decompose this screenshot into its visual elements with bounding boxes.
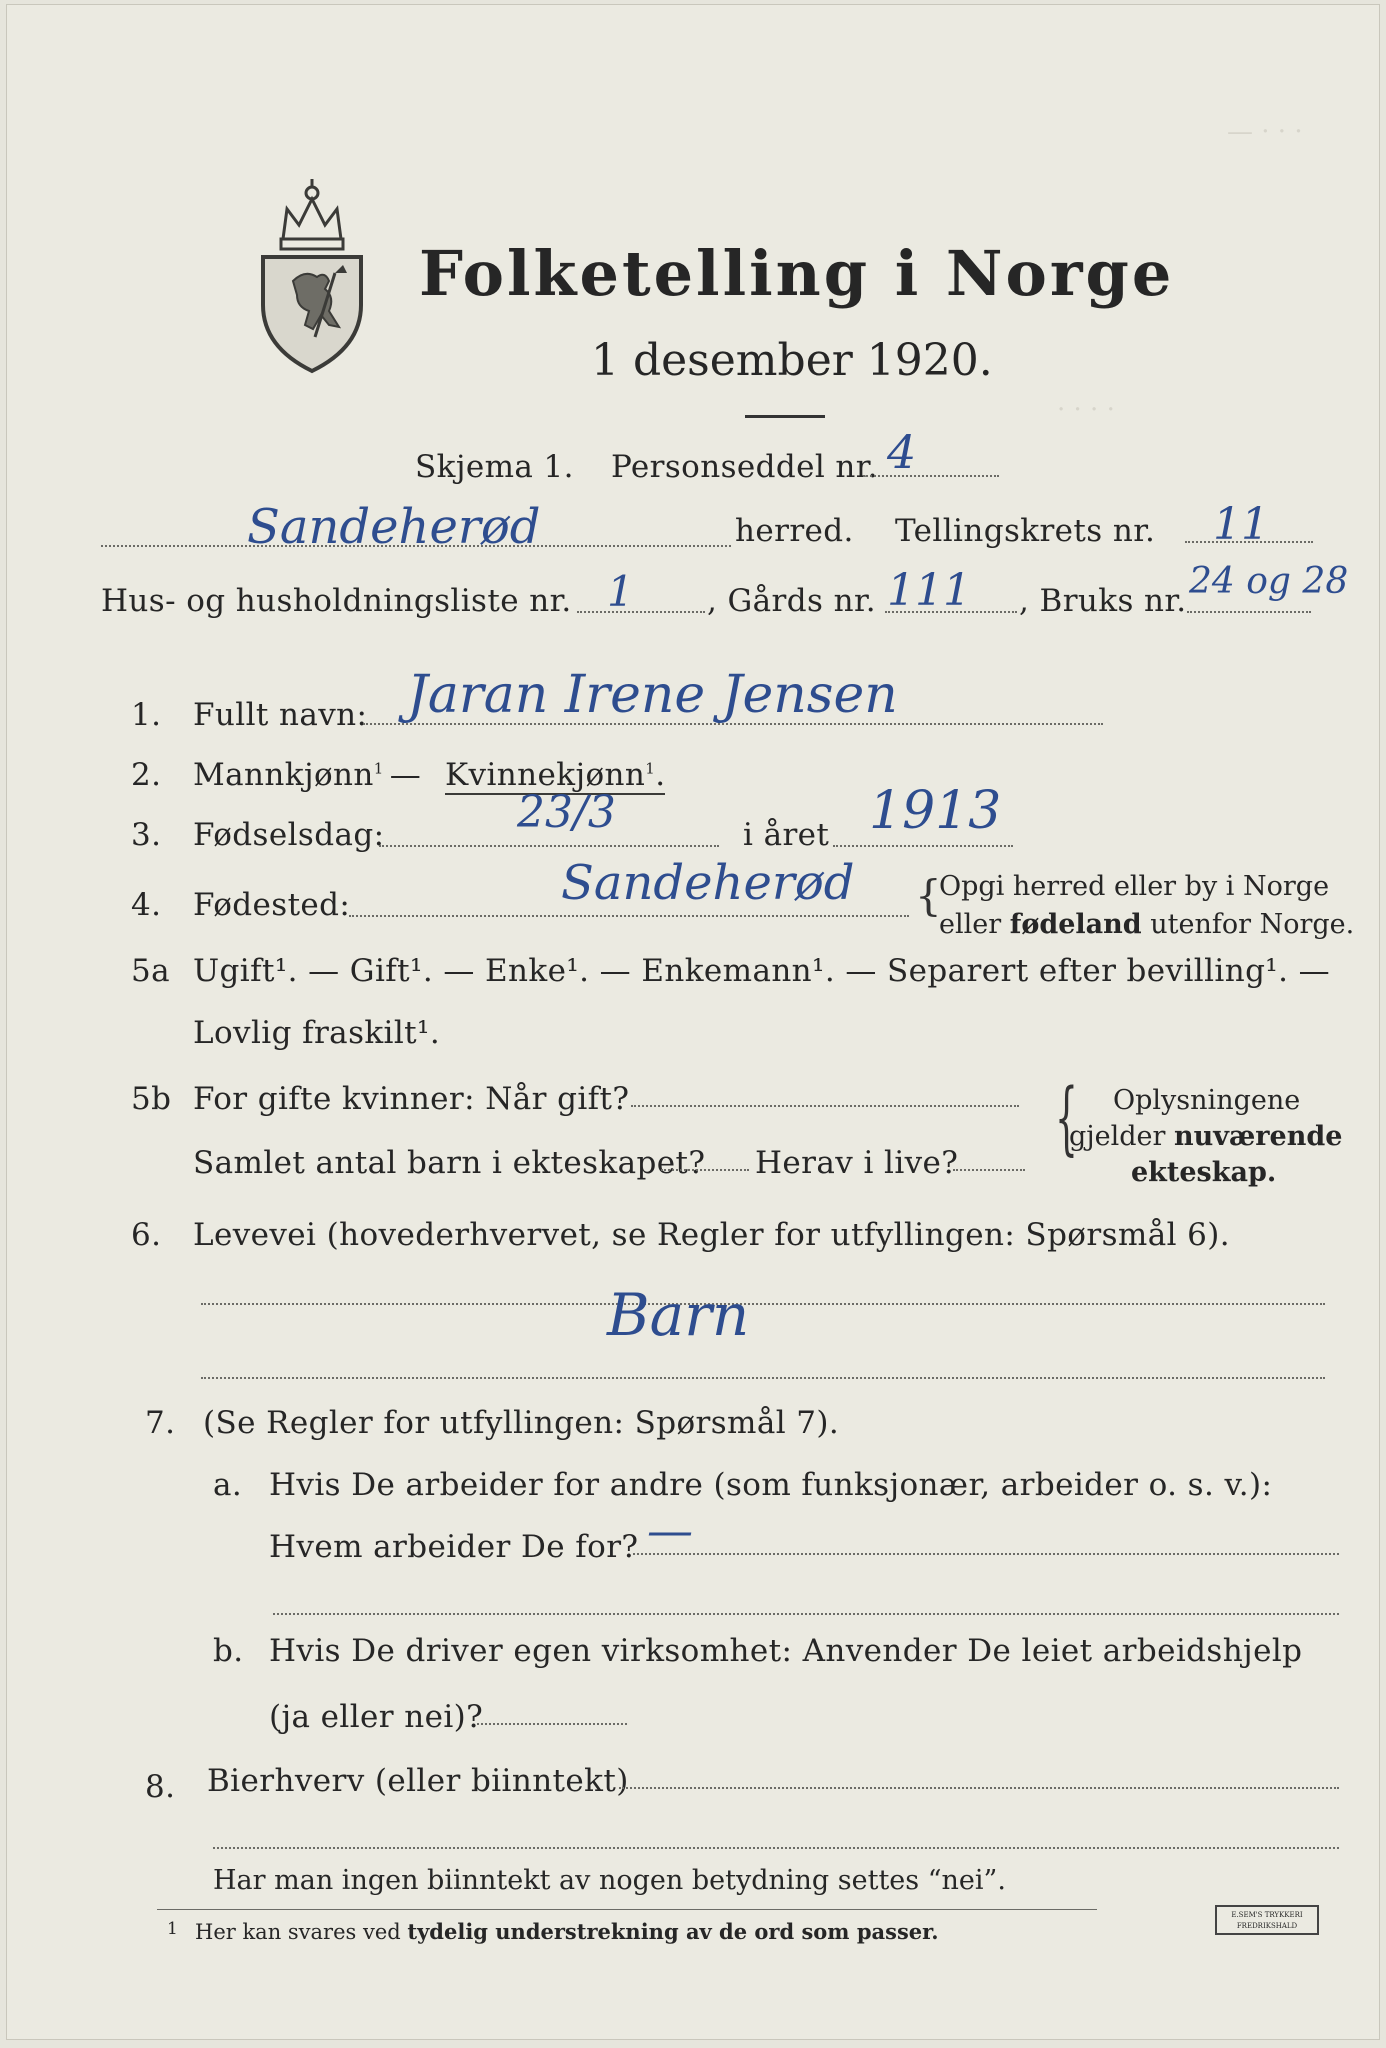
- q4-note-2: eller fødeland utenfor Norge.: [939, 909, 1355, 940]
- q8-label: Bierhverv (eller biinntekt): [207, 1763, 629, 1799]
- q5a-options: Ugift¹. — Gift¹. — Enke¹. — Enkemann¹. — Separert efter bevilling¹. —: [193, 953, 1331, 989]
- q6-value: Barn: [607, 1281, 750, 1349]
- form-title: Folketelling i Norge: [419, 237, 1175, 310]
- form-date: 1 desember 1920.: [591, 335, 993, 386]
- q1-value: Jaran Irene Jensen: [407, 665, 898, 725]
- q1-label: Fullt navn:: [193, 697, 368, 733]
- q5b-brace: {: [1054, 1071, 1078, 1164]
- q5a-number: 5a: [131, 953, 171, 989]
- q8-number: 8.: [145, 1769, 176, 1805]
- q3-day-line: [379, 845, 719, 847]
- norway-coat-of-arms-icon: [253, 177, 371, 375]
- q3-year-line: [833, 845, 1013, 847]
- hus-line: [577, 611, 705, 613]
- q7a-employer-line: [633, 1553, 1339, 1555]
- footnote-number: 1: [167, 1919, 178, 1939]
- gards-value: 111: [887, 565, 971, 616]
- census-form: [6, 4, 1380, 2040]
- q7b-hire-line: [477, 1723, 627, 1725]
- q5b-children-label: Samlet antal barn i ekteskapet?: [193, 1145, 706, 1181]
- q5a-options-2: Lovlig fraskilt¹.: [193, 1015, 441, 1051]
- q7a-employer-value: —: [647, 1503, 693, 1557]
- q3-number: 3.: [131, 817, 162, 853]
- q8-line-1: [619, 1787, 1339, 1789]
- herred-label: herred.: [735, 513, 854, 549]
- q5b-number: 5b: [131, 1081, 172, 1117]
- schema-label: Skjema 1.: [415, 449, 574, 485]
- q4-note-1: Opgi herred eller by i Norge: [939, 871, 1330, 902]
- q7-number: 7.: [145, 1405, 176, 1441]
- q7b-hire-label: (ja eller nei)?: [269, 1699, 484, 1735]
- bruks-line: [1187, 611, 1311, 613]
- personseddel-line: [863, 475, 999, 477]
- tellingskrets-label: Tellingskrets nr.: [895, 513, 1156, 549]
- q5b-note-1: Oplysningene: [1113, 1085, 1301, 1116]
- q4-label: Fødested:: [193, 887, 351, 923]
- q7-label: (Se Regler for utfyllingen: Spørsmål 7).: [203, 1405, 840, 1441]
- q3-year-value: 1913: [869, 781, 1002, 841]
- q3-day-value: 23/3: [517, 787, 616, 838]
- footnote-rule: [157, 1909, 1097, 1910]
- q6-line-2: [201, 1377, 1325, 1379]
- q4-number: 4.: [131, 887, 162, 923]
- q4-line: [349, 915, 909, 917]
- bleed-through-text: — · · ·: [1227, 117, 1303, 147]
- q5b-married-line: [631, 1105, 1019, 1107]
- q5b-alive-label: Herav i live?: [755, 1145, 959, 1181]
- q7a-line-2: [273, 1613, 1339, 1615]
- bruks-value: 24 og 28: [1189, 561, 1349, 602]
- q8-line-2: [213, 1847, 1339, 1849]
- q7b-label: Hvis De driver egen virksomhet: Anvender De leiet arbeidshjelp: [269, 1633, 1303, 1669]
- q6-number: 6.: [131, 1217, 162, 1253]
- q4-brace: {: [915, 871, 942, 920]
- q3-year-label: i året: [743, 817, 830, 853]
- hus-value: 1: [607, 567, 634, 616]
- q5b-note-2: gjelder nuværende: [1069, 1121, 1343, 1152]
- q7b-letter: b.: [213, 1633, 244, 1669]
- q2-number: 2.: [131, 757, 162, 793]
- q7a-label: Hvis De arbeider for andre (som funksjonær, arbeider o. s. v.):: [269, 1467, 1273, 1503]
- personseddel-value: 4: [887, 425, 917, 479]
- q6-label: Levevei (hovederhvervet, se Regler for utfyllingen: Spørsmål 6).: [193, 1217, 1231, 1253]
- hus-label: Hus- og husholdningsliste nr.: [101, 583, 572, 619]
- q5b-children-line: [661, 1169, 749, 1171]
- herred-value: Sandeherød: [247, 499, 541, 555]
- q1-number: 1.: [131, 697, 162, 733]
- q7a-letter: a.: [213, 1467, 243, 1503]
- q5b-note-3: ekteskap.: [1131, 1157, 1277, 1188]
- q6-line-1: [201, 1303, 1325, 1305]
- q2-female-option: Kvinnekjønn$^1$.: [445, 757, 666, 793]
- gards-label: , Gårds nr.: [707, 583, 877, 619]
- q7a-employer-label: Hvem arbeider De for?: [269, 1529, 639, 1565]
- tellingskrets-value: 11: [1213, 499, 1269, 550]
- q2-male-option: Mannkjønn$^1$ —: [193, 757, 422, 793]
- bleed-through-text: · · · ·: [1057, 395, 1115, 425]
- title-rule: [745, 415, 825, 418]
- bruks-label: , Bruks nr.: [1019, 583, 1187, 619]
- q5b-married-label: For gifte kvinner: Når gift?: [193, 1081, 630, 1117]
- personseddel-label: Personseddel nr.: [611, 449, 878, 485]
- q8-note: Har man ingen biinntekt av nogen betydning settes “nei”.: [213, 1865, 1006, 1896]
- q4-value: Sandeherød: [561, 855, 855, 911]
- printer-mark: E.SEM'S TRYKKERI FREDRIKSHALD: [1215, 1905, 1319, 1935]
- q3-label: Fødselsdag:: [193, 817, 385, 853]
- footnote-text: Her kan svares ved tydelig understrekning av de ord som passer.: [195, 1919, 939, 1944]
- q5b-alive-line: [953, 1169, 1025, 1171]
